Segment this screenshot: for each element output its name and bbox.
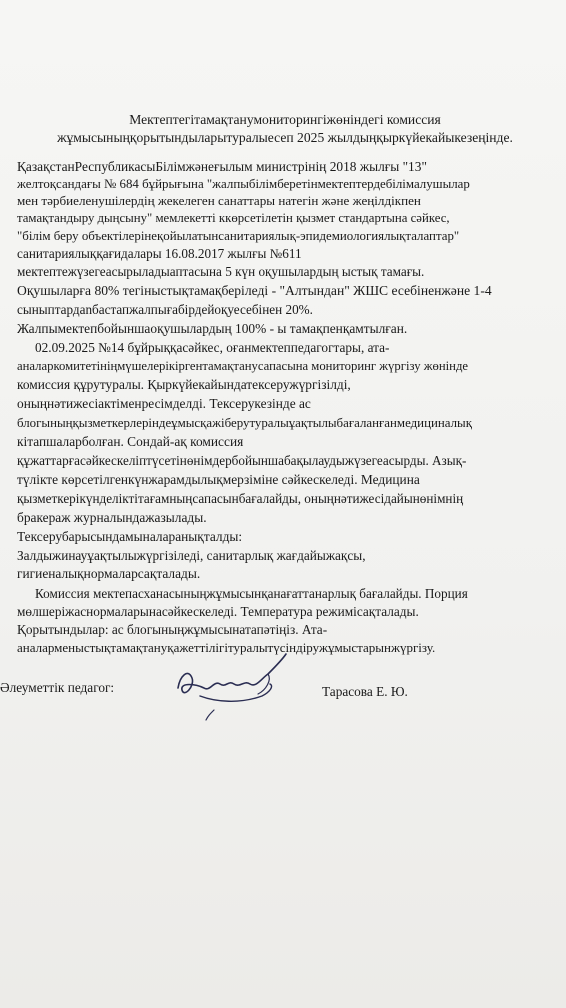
body-line: аналарменыстықтамақтануқажеттілігітуралытүсіндіружұмыстарынжүргізу. xyxy=(17,640,436,655)
body-line: Жалпымектепбойыншаоқушылардың 100% - ы тамақпенқамтылған. xyxy=(17,321,408,336)
body-line: Комиссия мектепасханасыныңжұмысынқанағаттанарлық бағалайды. Порция xyxy=(35,586,468,601)
body-line: түлікте көрсетілгенкүнжарамдылықмерзіміне сәйкескеледі. Медицина xyxy=(17,472,420,487)
body-line: қызметкерікүнделіктітағамныңсапасынбағалайды, оныңнәтижесідайынөнімнің xyxy=(17,491,464,506)
body-line: кітапшаларболған. Сондай-ақ комиссия xyxy=(17,434,244,449)
body-line: құжаттарғасәйкескелiптүсетінөнімдербойыншабақылаудыжүзегеасырды. Азық- xyxy=(17,453,467,468)
body-line: желтоқсандағы № 684 бұйрығына "жалпыбілімберетінмектептердебілімалушылар xyxy=(17,177,470,191)
body-line: санитариялыққағидалары 16.08.2017 жылғы №611 xyxy=(17,246,302,261)
body-line: тамақтандыру дыңсыну" мемлекетті ккөрсетілетін қызмет стандартына сәйкес, xyxy=(17,211,450,225)
body-line: мен тәрбиеленушілердің жекелеген санаттары натегін және жеңілдікпен xyxy=(17,193,421,208)
body-line: "білім беру объектілерінеқойылатынсанитариялық-эпидемиологиялықталаптар" xyxy=(17,229,460,243)
body-line: гигиеналықнормаларсақталады. xyxy=(17,566,201,581)
title-line: жұмысыныңқорытындыларытуралыесеп 2025 жылдыңқыркүйекайыкезеңінде. xyxy=(57,130,513,145)
handwritten-signature xyxy=(170,640,300,730)
document-title xyxy=(20,111,550,147)
body-line: Тексерубарысындамыналаранықталды: xyxy=(17,529,243,544)
body-line: бракераж журналындажазылады. xyxy=(17,510,207,525)
body-line: ҚазақстанРеспубликасыБілімжәнеғылым министрінің 2018 жылғы "13" xyxy=(17,159,427,174)
body-line: оныңнәтижесіактіменресімделді. Тексерукезінде ас xyxy=(17,396,311,411)
body-line: блогыныңқызметкерлеріндеұмысқажіберутуралыұақтылыбағаланғанмедициналық xyxy=(17,416,472,430)
body-line: мөлшеріжаснормаларынасәйкескеледі. Температура режимісақталады. xyxy=(17,604,419,619)
body-line: Қорытындылар: ас блогыныңжұмысынатапәтіңіз. Ата- xyxy=(17,622,328,637)
signatory-name: Тарасова Е. Ю. xyxy=(322,684,408,699)
body-line: комиссия құрутуралы. Қыркүйекайындатексеружүргізілді, xyxy=(17,377,351,392)
body-line: Оқушыларға 80% тегіныстықтамақберіледі - "Алтындан" ЖШС есебіненжәне 1-4 xyxy=(17,283,492,298)
body-line: аналаркомитетініңмүшелерікіргентамақтанусапасына мониторинг жүргізу жөнінде xyxy=(17,359,469,373)
signature-label: Әлеуметтік педагог: xyxy=(0,680,115,695)
title-line: Мектептегітамақтанумониторингіжөніндегі комиссия xyxy=(129,112,441,127)
body-line: 02.09.2025 №14 бұйрыққасәйкес, оғанмектеппедагогтары, ата- xyxy=(35,340,390,355)
body-line: сыныптардanбастапжалпығабірдейоқуесебінен 20%. xyxy=(17,302,313,317)
body-line: мектептежүзегеасырыладыаптасына 5 күн оқушылардың ыстық тамағы. xyxy=(17,264,425,279)
body-line: Залдыжинауұақтылыжүргізіледі, санитарлық жағдайыжақсы, xyxy=(17,548,366,563)
